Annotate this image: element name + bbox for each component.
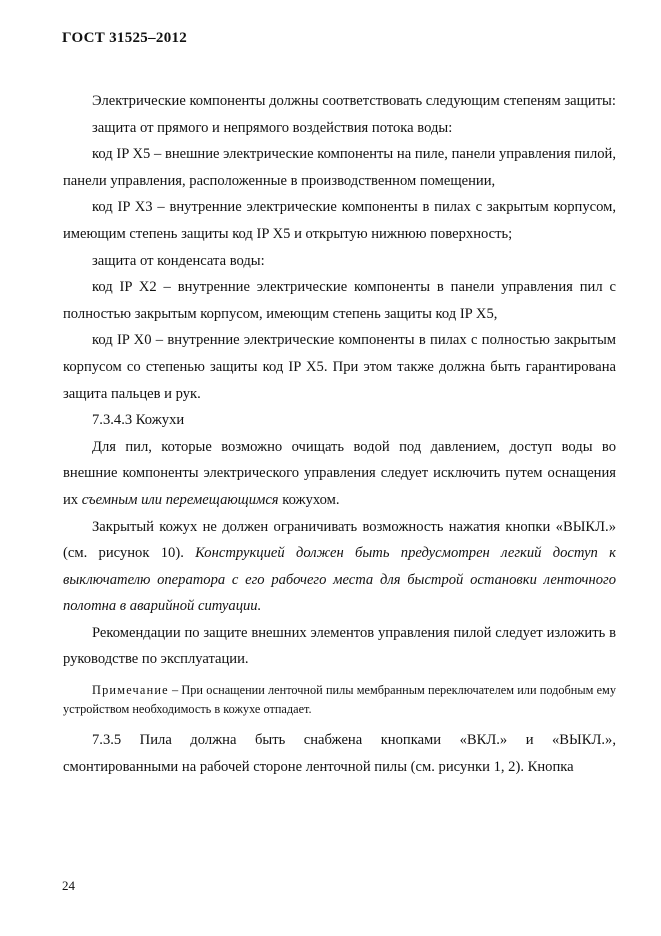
paragraph-covers-text: Для пил, которые возможно очищать водой под давлением, доступ воды во внешние компоненты электрического управления следует исключить путем оснащения их <box>63 438 616 508</box>
paragraph-condensate-protection: защита от конденсата воды: <box>92 252 265 269</box>
document-header: ГОСТ 31525–2012 <box>62 30 188 46</box>
note-text: – При оснащении ленточной пилы мембранным переключателем или подобным ему устройством необходимость в кожухе отпадает. <box>63 683 616 717</box>
paragraph-closed-cover <box>63 514 616 620</box>
page-number: 24 <box>62 878 75 893</box>
paragraph-recommendations: Рекомендации по защите внешних элементов управления пилой следует изложить в руководстве по эксплуатации. <box>63 624 616 668</box>
paragraph-ipx3: код IP X3 – внутренние электрические компоненты в пилах с закрытым корпусом, имеющим степень защиты код IP X5 и открытую нижнюю поверхность; <box>63 199 616 242</box>
paragraph-covers-end: кожухом. <box>278 491 340 508</box>
paragraph-buttons: 7.3.5 Пила должна быть снабжена кнопками «ВКЛ.» и «ВЫКЛ.», смонтированными на рабочей стороне ленточной пилы (см. рисунки 1, 2). Кнопка <box>63 732 616 775</box>
paragraph-closed-cover-italic: Конструкцией должен быть предусмотрен легкий доступ к выключателю оператора с его рабочего места для быстрой остановки ленточного полотна в аварийной ситуации. <box>63 545 616 615</box>
document-body <box>63 88 616 780</box>
paragraph-closed-cover-text: Закрытый кожух не должен ограничивать возможность нажатия кнопки «ВЫКЛ.» (см. рисунок 10). <box>63 518 616 562</box>
note <box>63 681 616 719</box>
paragraph-ipx5: код IP X5 – внешние электрические компоненты на пиле, панели управления пилой, панели управления, расположенные в производственном помещении, <box>63 146 616 189</box>
paragraph-protection-intro: Электрические компоненты должны соответствовать следующим степеням защиты: <box>92 93 616 109</box>
paragraph-ipx2: код IP X2 – внутренние электрические компоненты в панели управления пил с полностью закрытым корпусом, имеющим степень защиты код IP X5, <box>63 279 616 322</box>
paragraph-ipx0: код IP X0 – внутренние электрические компоненты в пилах с полностью закрытым корпусом со степенью защиты код IP X5. При этом также должна быть гарантирована защита пальцев и рук. <box>63 332 616 402</box>
paragraph-water-flow-protection: защита от прямого и непрямого воздействия потока воды: <box>92 119 453 136</box>
paragraph-covers-italic: съемным или перемещающимся <box>81 491 279 508</box>
section-heading-covers: 7.3.4.3 Кожухи <box>92 412 185 429</box>
paragraph-covers <box>63 434 616 514</box>
note-label: Примечание <box>92 683 169 698</box>
